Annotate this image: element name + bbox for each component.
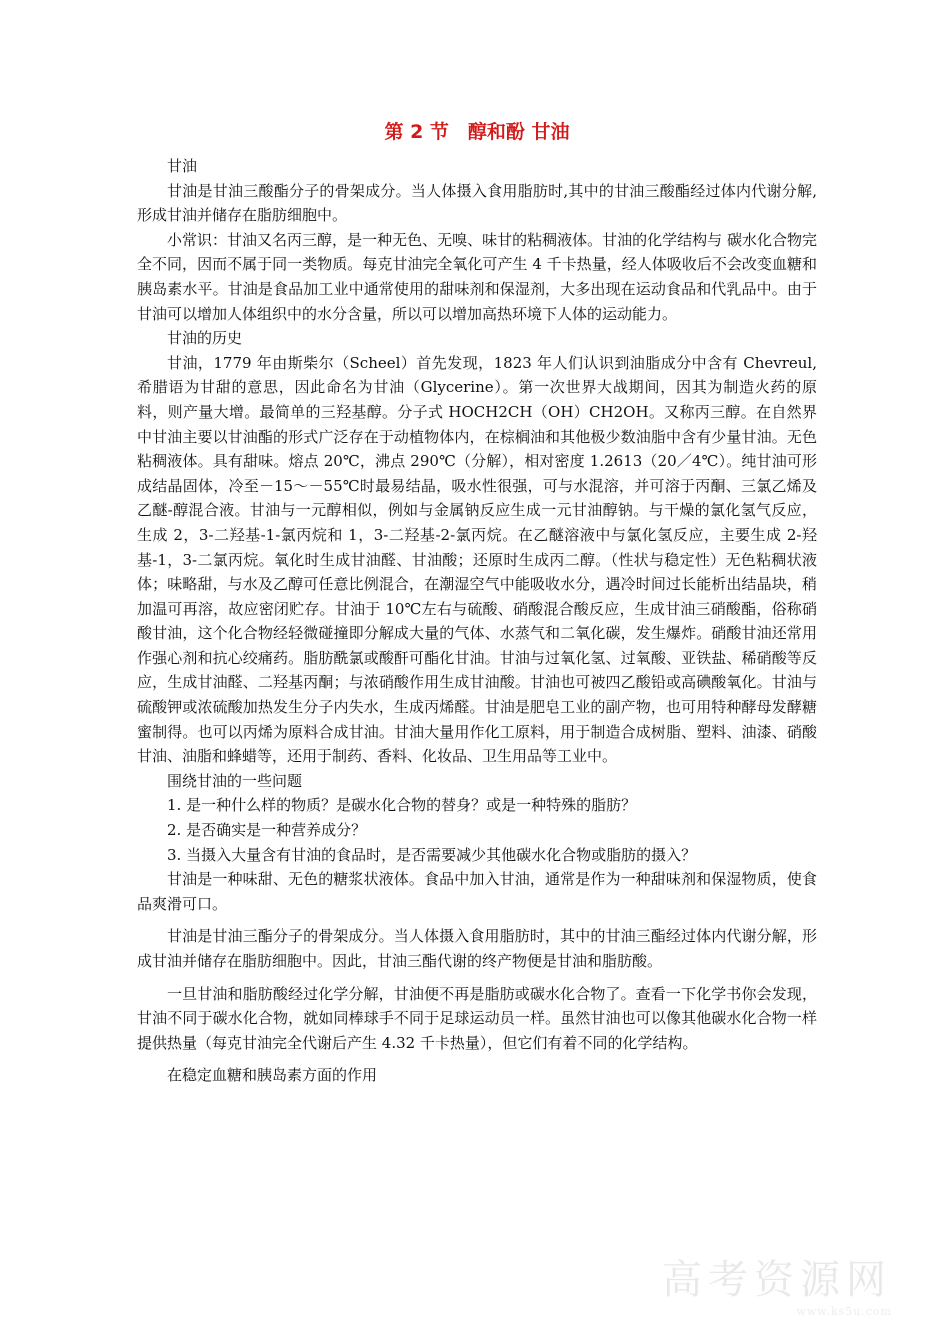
paragraph-chemistry: 一旦甘油和脂肪酸经过化学分解，甘油便不再是脂肪或碳水化合物了。查看一下化学书你会发现，甘油不同于碳水化合物，就如同棒球手不同于足球运动员一样。虽然甘油也可以像其他碳水化合物一样提供热量（每克甘油完全代谢后产生 4.32 千卡热量），但它们有着不同的化学结构。: [137, 984, 817, 1052]
watermark-logo: [662, 1248, 892, 1318]
question-item-2: 2. 是否确实是一种营养成分？: [167, 821, 367, 840]
paragraph-description: 甘油是一种味甜、无色的糖浆状液体。食品中加入甘油，通常是作为一种甜味剂和保湿物质，使食品爽滑可口。: [137, 870, 817, 913]
watermark-main: 高考资源网: [662, 1257, 892, 1303]
paragraph-intro: 甘油是甘油三酸酯分子的骨架成分。当人体摄入食用脂肪时,其中的甘油三酸酯经过体内代谢分解,形成甘油并储存在脂肪细胞中。: [137, 181, 817, 225]
paragraph-heading-history: 甘油的历史: [167, 329, 243, 348]
paragraph-metabolism: 甘油是甘油三酯分子的骨架成分。当人体摄入食用脂肪时，其中的甘油三酯经过体内代谢分解，形成甘油并储存在脂肪细胞中。因此，甘油三酯代谢的终产物便是甘油和脂肪酸。: [137, 927, 817, 970]
document-title: 第 2 节 醇和酚 甘油: [384, 121, 570, 143]
question-item-3: 3. 当摄入大量含有甘油的食品时，是否需要减少其他碳水化合物或脂肪的摄入？: [167, 845, 697, 864]
paragraph-history: 甘油，1779 年由斯柴尔（Scheel）首先发现，1823 年人们认识到油脂成分中含有 Chevreul,希腊语为甘甜的意思，因此命名为甘油（Glycerine）。第一次世界大战期间，因其为制造火药的原料，则产量大增。最简单的三羟基醇。分子式 HOCH2CH（OH）CH2OH。又称丙三醇。在自然界中甘油主要以甘油酯的形式广泛存在于动植物体内，在棕榈油和其他极少数油脂中含有少量甘油。无色粘稠液体。具有甜味。熔点 20℃，沸点 290℃（分解），相对密度 1.2613（20／4℃）。纯甘油可形成结晶固体，冷至－15～－55℃时最易结晶，吸水性很强，可与水混溶，并可溶于丙酮、三氯乙烯及乙醚-醇混合液。甘油与一元醇相似，例如与金属钠反应生成一元甘油醇钠。与干燥的氯化氢气反应，生成 2，3-二羟基-1-氯丙烷和 1，3-二羟基-2-氯丙烷。在乙醚溶液中与氯化氢反应，主要生成 2-羟基-1，3-二氯丙烷。氧化时生成甘油醛、甘油酸；还原时生成丙二醇。（性状与稳定性）无色粘稠状液体；味略甜，与水及乙醇可任意比例混合，在潮湿空气中能吸收水分，遇冷时间过长能析出结晶块，稍加温可再溶，故应密闭贮存。甘油于 10℃左右与硫酸、硝酸混合酸反应，生成甘油三硝酸酯，俗称硝酸甘油，这个化合物经轻微碰撞即分解成大量的气体、水蒸气和二氧化碳，发生爆炸。硝酸甘油还常用作强心剂和抗心绞痛药。脂肪酰氯或酸酐可酯化甘油。甘油与过氧化氢、过氧酸、亚铁盐、稀硝酸等反应，生成甘油醛、二羟基丙酮；与浓硝酸作用生成甘油酸。甘油也可被四乙酸铅或高碘酸氧化。甘油与硫酸钾或浓硫酸加热发生分子内失水，生成丙烯醛。甘油是肥皂工业的副产物，也可用特种酵母发酵糖蜜制得。也可以丙烯为原料合成甘油。甘油大量用作化工原料，用于制造合成树脂、塑料、油漆、硝酸甘油、油脂和蜂蜡等，还用于制药、香料、化妆品、卫生用品等工业中。: [137, 353, 817, 766]
paragraph-heading-questions: 围绕甘油的一些问题: [167, 771, 303, 790]
document-page: [137, 118, 817, 1088]
question-item-1: 1. 是一种什么样的物质？是碳水化合物的替身？或是一种特殊的脂肪？: [167, 796, 637, 815]
paragraph-heading-blood-sugar: 在稳定血糖和胰岛素方面的作用: [167, 1066, 378, 1085]
paragraph-tips: 小常识：甘油又名丙三醇，是一种无色、无嗅、味甘的粘稠液体。甘油的化学结构与 碳水化合物完全不同，因而不属于同一类物质。每克甘油完全氧化可产生 4 千卡热量，经人体吸收后不会改变血糖和胰岛素水平。甘油是食品加工业中通常使用的甜味剂和保湿剂，大多出现在运动食品和代乳品中。由于甘油可以增加人体组织中的水分含量，所以可以增加高热环境下人体的运动能力。: [137, 230, 817, 323]
watermark-url: www.ks5u.com: [796, 1305, 892, 1318]
paragraph-heading-glycerin: 甘油: [167, 157, 198, 175]
